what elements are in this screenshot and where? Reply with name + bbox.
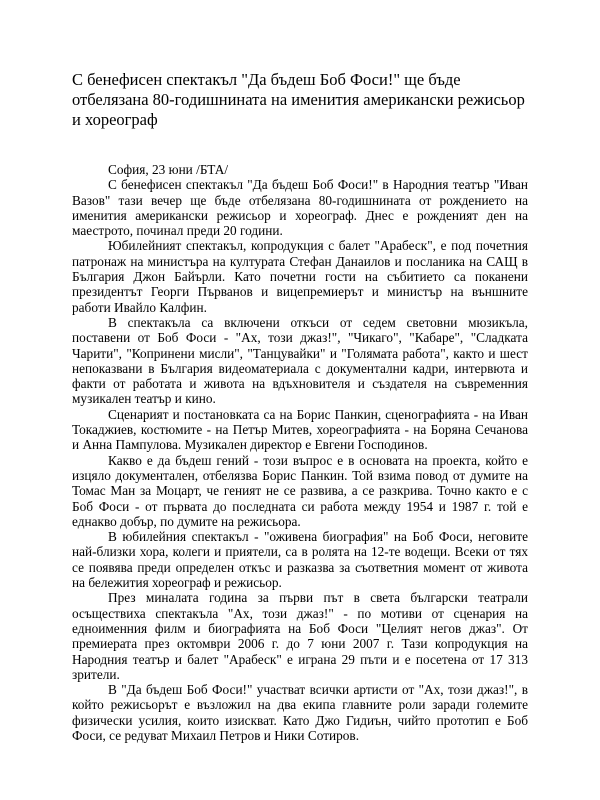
paragraph: Сценарият и постановката са на Борис Панкин, сценографията - на Иван Токаджиев, костюмите - на Петър Митев, хореографията - на Боряна Сечанова и Анна Пампулова. Музикален директор е Евгени Господинов. [72,406,528,453]
document-page [72,70,528,743]
paragraph: С бенефисен спектакъл "Да бъдеш Боб Фоси!" в Народния театър "Иван Вазов" тази вечер ще бъде отбелязана 80-годишнината от рождението на именития американски режисьор и хореограф. Днес е рожденият ден на маестрото, починал преди 20 години. [72,177,528,239]
article-body [72,162,528,743]
article-title: С бенефисен спектакъл "Да бъдеш Боб Фоси!" ще бъде отбелязана 80-годишнината на именития американски режисьор и хореограф [72,70,525,129]
paragraph: Юбилейният спектакъл, копродукция с балет "Арабеск", е под почетния патронаж на министъра на културата Стефан Данаилов и посланика на САЩ в България Джон Байърли. Като почетни гости на събитието са поканени президентът Георги Първанов и вицепремиерът и министър на външните работи Ивайло Калфин. [72,238,528,315]
paragraph: Какво е да бъдеш гений - този въпрос е в основата на проекта, който е изцяло документален, отбелязва Борис Панкин. Той взима повод от думите на Томас Ман за Моцарт, че геният не се развива, а се разкрива. Точно както е с Боб Фоси - от първата до последната си работа между 1954 и 1987 г. той е еднакво добър, по думите на режисьора. [72,452,528,529]
paragraph: В спектакъла са включени откъси от седем световни мюзикъла, поставени от Боб Фоси - "Ах, този джаз!", "Чикаго", "Кабаре", "Сладката Чарити", "Копринени мисли", "Танцувайки" и "Голямата работа", както и шест непоказвани в България видеоматериала с документални кадри, интервюта и факти от работата и живота на вдъхновителя и създателя на съвременния музикален театър и кино. [72,314,528,407]
dateline: София, 23 юни /БТА/ [108,162,229,177]
paragraph: В "Да бъдеш Боб Фоси!" участват всички артисти от "Ах, този джаз!", в който режисьорът е възложил на два екипа главните роли заради големите физически усилия, които изискват. Като Джо Гидиън, чийто прототип е Боб Фоси, се редуват Михаил Петров и Ники Сотиров. [72,682,528,743]
paragraph: През миналата година за първи път в света български театрали осъществиха спектакъла "Ах, този джаз!" - по мотиви от сценария на едноименния филм и биографията на Боб Фоси "Целият негов джаз". От премиерата през октомври 2006 г. до 7 юни 2007 г. Тази копродукция на Народния театър и балет "Арабеск" е играна 29 пъти и е посетена от 17 313 зрители. [72,590,528,682]
paragraph: В юбилейния спектакъл - "оживена биография" на Боб Фоси, неговите най-близки хора, колеги и приятели, са в ролята на 12-те водещи. Всеки от тях се появява преди определен откъс и разказва за съответния момент от живота на бележития хореограф и режисьор. [72,529,528,591]
